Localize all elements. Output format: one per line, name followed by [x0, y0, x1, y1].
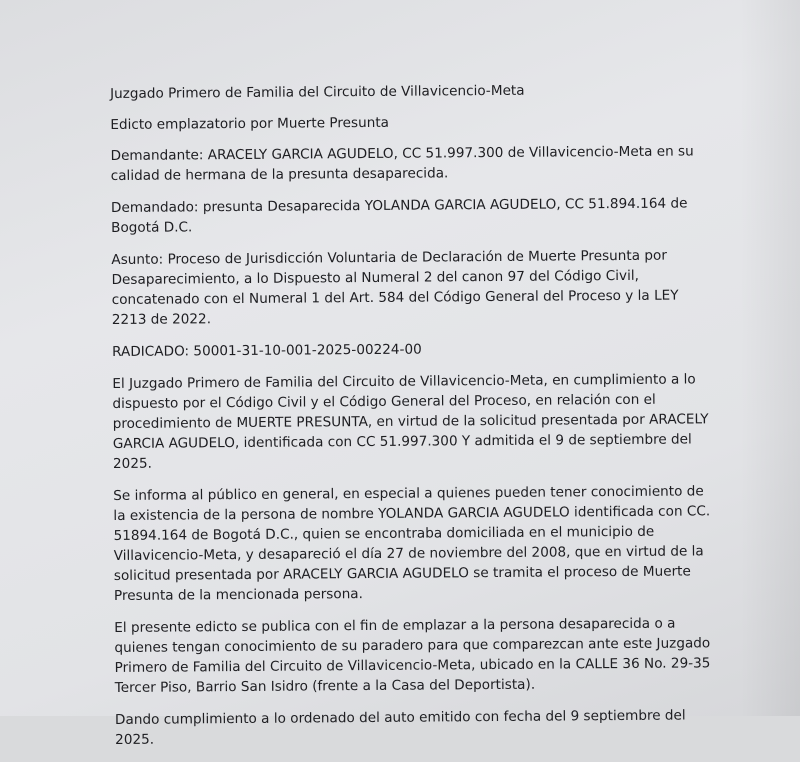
- closing-line: Dando cumplimiento a lo ordenado del auto emitido con fecha del 9 septiembre del 2025.: [114, 707, 686, 748]
- subject-paragraph: Asunto: Proceso de Jurisdicción Voluntaria de Declaración de Muerte Presunta por Desaparecimiento, a lo Dispuesto al Numeral 2 del canon 97 del Código Civil, concatenado con el Numeral 1 del Art. 584 del Código General del Proceso y la LEY 2213 de 2022.: [111, 247, 679, 328]
- defendant-line: Demandado: presunta Desaparecida YOLANDA GARCIA AGUDELO, CC 51.894.164 de Bogotá D.C.: [110, 195, 688, 236]
- filing-number: RADICADO: 50001-31-10-001-2025-00224-00: [112, 341, 422, 360]
- edict-document: [110, 79, 715, 762]
- edict-title: Edicto emplazatorio por Muerte Presunta: [110, 114, 390, 133]
- body-paragraph-1: El Juzgado Primero de Familia del Circuito de Villavicencio-Meta, en cumplimiento a lo dispuesto por el Código Civil y el Código General del Proceso, en relación con el procedimiento de MUERTE PRESUNTA, en virtud de la solicitud presentada por ARACELY GARCIA AGUDELO, identificada con CC 51.997.300 Y admitida el 9 de septiembre del 2025.: [112, 371, 709, 472]
- plaintiff-line: Demandante: ARACELY GARCIA AGUDELO, CC 51.997.300 de Villavicencio-Meta en su calidad de hermana de la presunta desaparecida.: [110, 143, 694, 184]
- paper-shadow: [740, 0, 800, 716]
- court-name: Juzgado Primero de Familia del Circuito de Villavicencio-Meta: [110, 82, 525, 102]
- body-paragraph-2: Se informa al público en general, en especial a quienes pueden tener conocimiento de la existencia de la persona de nombre YOLANDA GARCIA AGUDELO identificada con CC. 51894.164 de Bogotá D.C., quien se encontraba domiciliada en el municipio de Villavicencio-Meta, y desapareció el día 27 de noviembre del 2008, que en virtud de la solicitud presentada por ARACELY GARCIA AGUDELO se tramita el proceso de Muerte Presunta de la mencionada persona.: [113, 483, 711, 604]
- body-paragraph-3: El presente edicto se publica con el fin de emplazar a la persona desaparecida o a quienes tengan conocimiento de su paradero para que comparezcan ante este Juzgado Primero de Familia del Circuito de Villavicencio-Meta, ubicado en la CALLE 36 No. 29-35 Tercer Piso, Barrio San Isidro (frente a la Casa del Deportista).: [114, 615, 711, 696]
